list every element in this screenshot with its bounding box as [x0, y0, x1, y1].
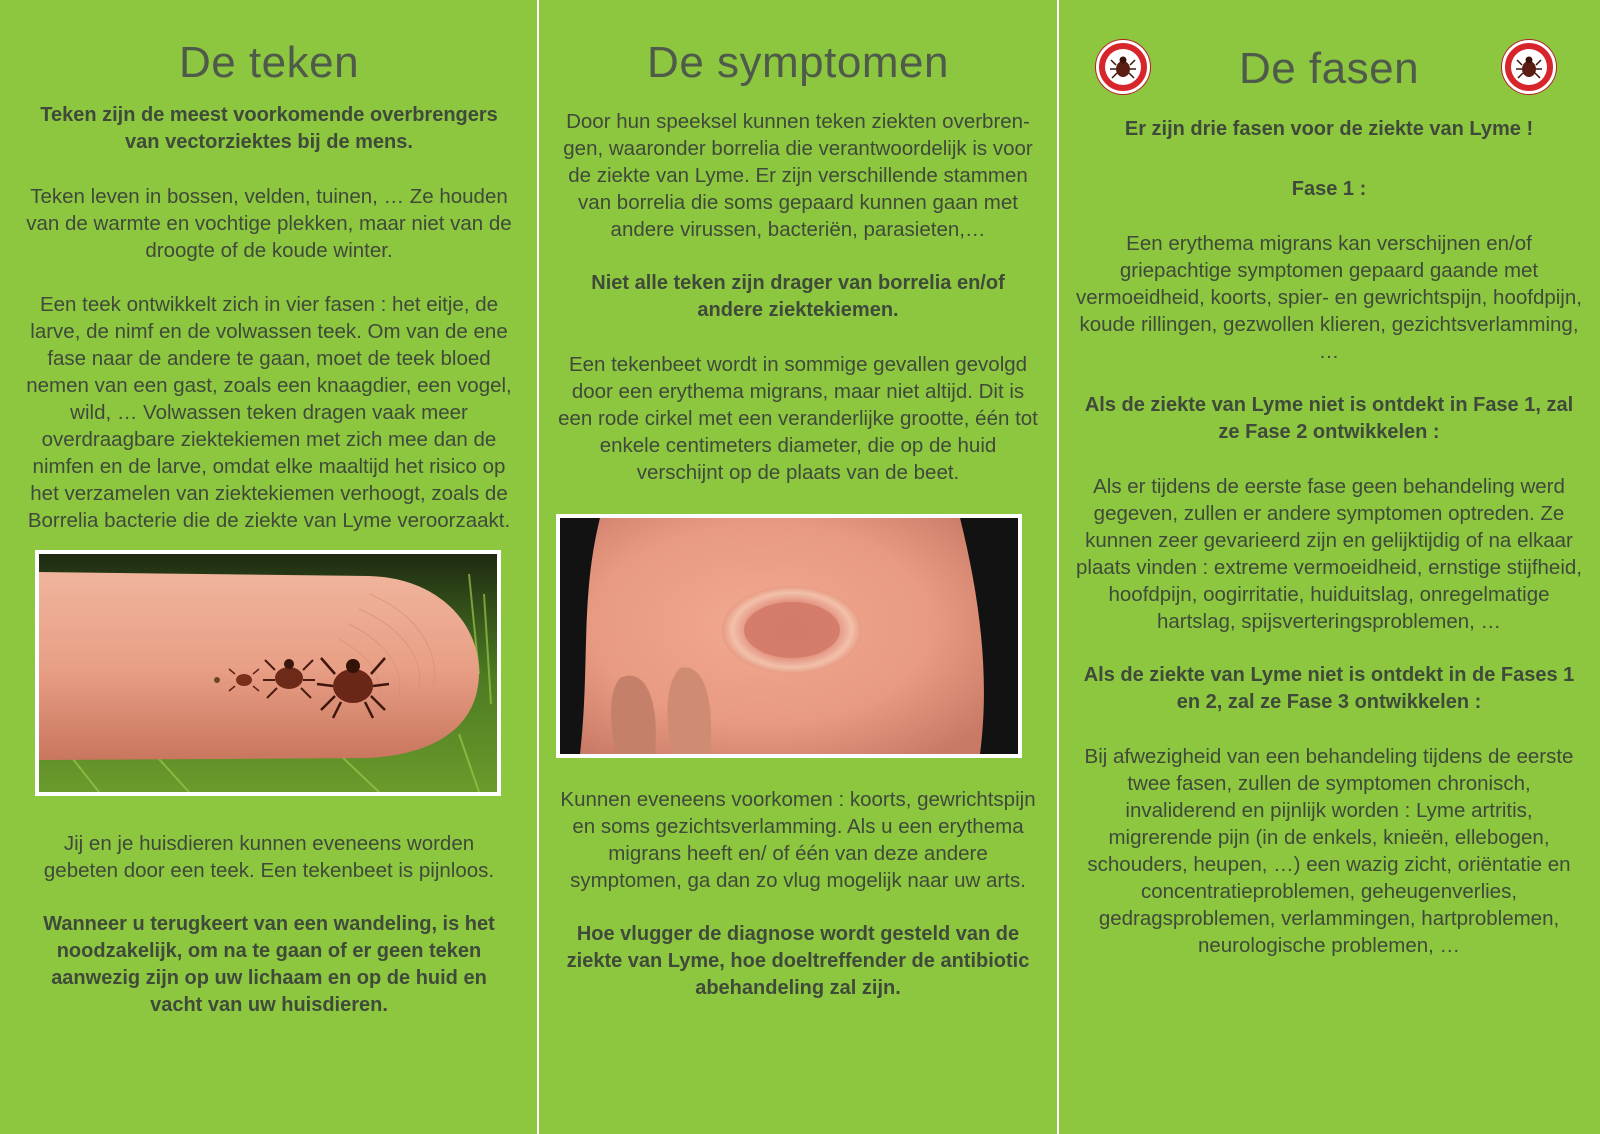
life-cycle-text: Een teek ontwikkelt zich in vier fasen : het eitje, de larve, de nimf en de volwassen teek. Om van de ene fase naar de andere te gaan, moet de teek bloed nemen van een gast, zoals een knaagdier, een vogel, wild, … Volwassen teken dragen vaak meer overdraagbare ziektekiemen met zich mee dan de nimfen en de larve, omdat elke maaltijd het risico op het verzamelen van ziektekiemen verhoogt, zoals de Borrelia bacterie die de ziekte van Lyme veroorzaakt.	[26, 293, 512, 532]
not-all-ticks-bold: Niet alle teken zijn drager van borrelia en/of andere ziektekiemen.	[591, 272, 1005, 321]
title-de-teken: De teken	[178, 38, 360, 87]
title-de-fasen: De fasen	[1238, 44, 1420, 93]
other-symptoms-text: Kunnen eveneens voorkomen : koorts, gewrichtspijn en soms gezichtsverlamming. Als u een erythema migrans heeft en/ of één van deze andere symptomen, ga dan zo vlug mogelijk naar uw arts.	[560, 788, 1036, 892]
habitat-text: Teken leven in bossen, velden, tuinen, … Ze houden van de warmte en vochtige plekken, maar niet van de droogte of de koude winter.	[26, 185, 512, 262]
tick-warning-icon	[1502, 40, 1556, 94]
tick-warning-icon	[1096, 40, 1150, 94]
check-warning-bold: Wanneer u terugkeert van een wandeling, is het noodzakelijk, om na te gaan of er geen teken aanwezig zijn op uw lichaam en op de huid en vacht van uw huisdieren.	[43, 913, 495, 1016]
title-de-symptomen: De symptomen	[647, 38, 949, 87]
phase-2-heading: Als de ziekte van Lyme niet is ontdekt in Fase 1, zal ze Fase 2 ontwikkelen :	[1084, 394, 1574, 443]
phase-1-heading: Fase 1 :	[1291, 178, 1367, 200]
phase-1-text: Een erythema migrans kan verschijnen en/of griepachtige symptomen gepaard gaande met vermoeidheid, koorts, spier- en gewrichtspijn, hoofdpijn, koude rillingen, gezwollen klieren, gezichtsverlamming, …	[1076, 232, 1582, 363]
column-de-symptomen	[538, 0, 1058, 1134]
three-phases-bold: Er zijn drie fasen voor de ziekte van Lyme !	[1124, 118, 1534, 140]
column-de-fasen	[1058, 0, 1600, 1134]
saliva-text: Door hun speeksel kunnen teken ziekten overbren-gen, waaronder borrelia die verantwoordelijk is voor de ziekte van Lyme. Er zijn verschillende stammen van borrelia die soms gepaard kunnen gaan met andere virussen, bacteriën, parasieten,…	[563, 110, 1033, 241]
erythema-text: Een tekenbeet wordt in sommige gevallen gevolgd door een erythema migrans, maar niet altijd. Dit is een rode cirkel met een veranderlijke grootte, één tot enkele centimeters diameter, die op de huid verschijnt op de plaats van de beet.	[558, 353, 1038, 484]
finger-ticks-photo	[35, 550, 501, 796]
phase-3-heading: Als de ziekte van Lyme niet is ontdekt in de Fases 1 en 2, zal ze Fase 3 ontwikkelen :	[1083, 664, 1575, 713]
erythema-migrans-photo	[556, 514, 1022, 758]
early-diagnosis-bold: Hoe vlugger de diagnose wordt gesteld van de ziekte van Lyme, hoe doeltreffender de antibiotic abehandeling zal zijn.	[566, 923, 1030, 999]
erythema-illustration	[560, 518, 1018, 754]
pets-text: Jij en je huisdieren kunnen eveneens worden gebeten door een teek. Een tekenbeet is pijnloos.	[43, 832, 495, 882]
phase-3-text: Bij afwezigheid van een behandeling tijdens de eerste twee fasen, zullen de symptomen chronisch, invaliderend en pijnlijk worden : Lyme artritis, migrerende pijn (in de enkels, knieën, ellebogen, schouders, heupen, …) een wazig zicht, oriëntatie en concentratieproblemen, geheugenverlies, gedragsproblemen, verlammingen, hartproblemen, neurologische problemen, …	[1084, 745, 1574, 957]
intro-bold: Teken zijn de meest voorkomende overbrengers van vectorziektes bij de mens.	[40, 104, 498, 153]
phase-2-text: Als er tijdens de eerste fase geen behandeling werd gegeven, zullen er andere symptomen optreden. Ze kunnen zeer gevarieerd zijn en gelijktijdig of na elkaar plaats vinden : extreme vermoeidheid, ernstige stijfheid, hoofdpijn, oogirritatie, huiduitslag, onregelmatige hartslag, spijsverteringsproblemen, …	[1076, 475, 1582, 633]
column-de-teken	[0, 0, 538, 1134]
finger-ticks-illustration	[39, 554, 497, 792]
